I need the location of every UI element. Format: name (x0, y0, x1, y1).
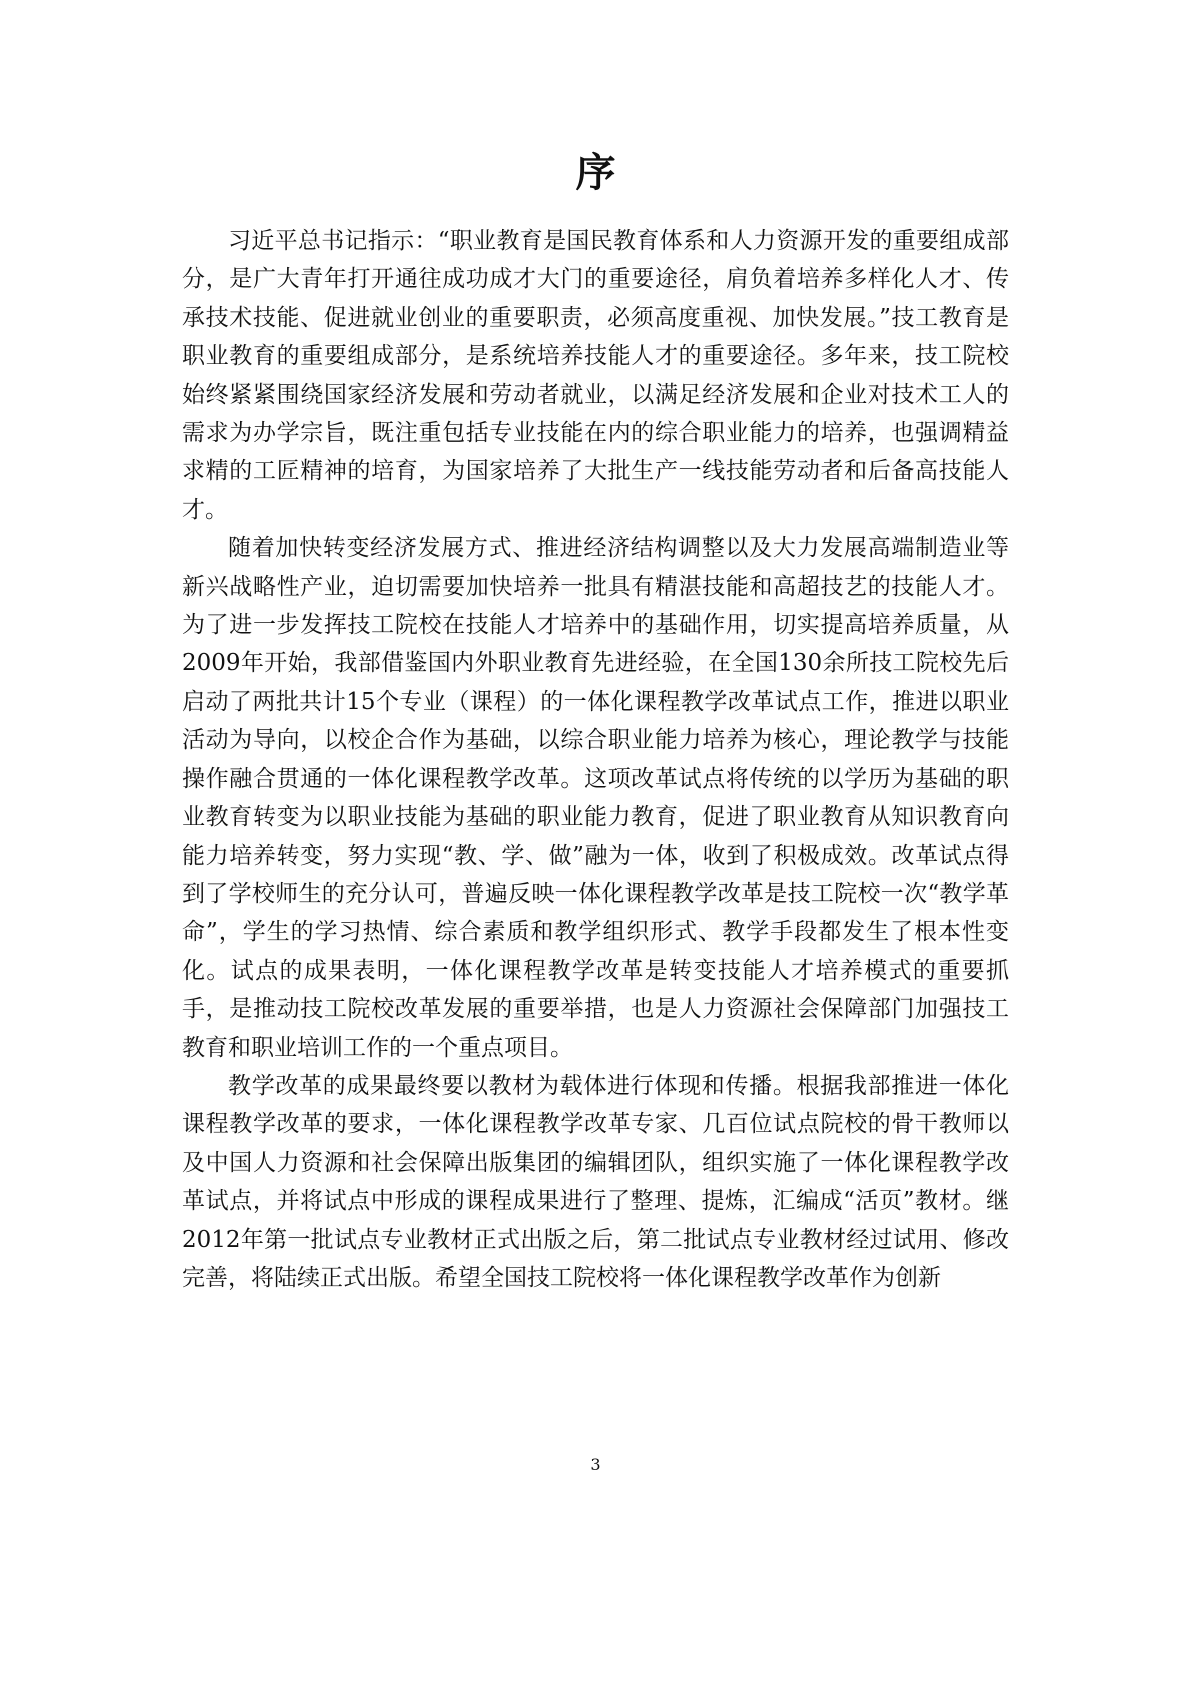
paragraph-3: 教学改革的成果最终要以教材为载体进行体现和传播。根据我部推进一体化课程教学改革的要求，一体化课程教学改革专家、几百位试点院校的骨干教师以及中国人力资源和社会保障出版集团的编辑团队，组织实施了一体化课程教学改革试点，并将试点中形成的课程成果进行了整理、提炼，汇编成“活页”教材。继2012年第一批试点专业教材正式出版之后，第二批试点专业教材经过试用、修改完善，将陆续正式出版。希望全国技工院校将一体化课程教学改革作为创新 (182, 1072, 1009, 1291)
body-text (182, 222, 1009, 1297)
paragraph-2: 随着加快转变经济发展方式、推进经济结构调整以及大力发展高端制造业等新兴战略性产业，迫切需要加快培养一批具有精湛技能和高超技艺的技能人才。为了进一步发挥技工院校在技能人才培养中的基础作用，切实提高培养质量，从2009年开始，我部借鉴国内外职业教育先进经验，在全国130余所技工院校先后启动了两批共计15个专业（课程）的一体化课程教学改革试点工作，推进以职业活动为导向，以校企合作为基础，以综合职业能力培养为核心，理论教学与技能操作融合贯通的一体化课程教学改革。这项改革试点将传统的以学历为基础的职业教育转变为以职业技能为基础的职业能力教育，促进了职业教育从知识教育向能力培养转变，努力实现“教、学、做”融为一体，收到了积极成效。改革试点得到了学校师生的充分认可，普遍反映一体化课程教学改革是技工院校一次“教学革命”，学生的学习热情、综合素质和教学组织形式、教学手段都发生了根本性变化。试点的成果表明，一体化课程教学改革是转变技能人才培养模式的重要抓手，是推动技工院校改革发展的重要举措，也是人力资源社会保障部门加强技工教育和职业培训工作的一个重点项目。 (182, 535, 1009, 1061)
paragraph-1: 习近平总书记指示：“职业教育是国民教育体系和人力资源开发的重要组成部分，是广大青年打开通往成功成才大门的重要途径，肩负着培养多样化人才、传承技术技能、促进就业创业的重要职责，必须高度重视、加快发展。”技工教育是职业教育的重要组成部分，是系统培养技能人才的重要途径。多年来，技工院校始终紧紧围绕国家经济发展和劳动者就业，以满足经济发展和企业对技术工人的需求为办学宗旨，既注重包括专业技能在内的综合职业能力的培养，也强调精益求精的工匠精神的培育，为国家培养了大批生产一线技能劳动者和后备高技能人才。 (182, 228, 1009, 523)
page-number: 3 (590, 1455, 601, 1474)
page-title: 序 (575, 149, 616, 196)
